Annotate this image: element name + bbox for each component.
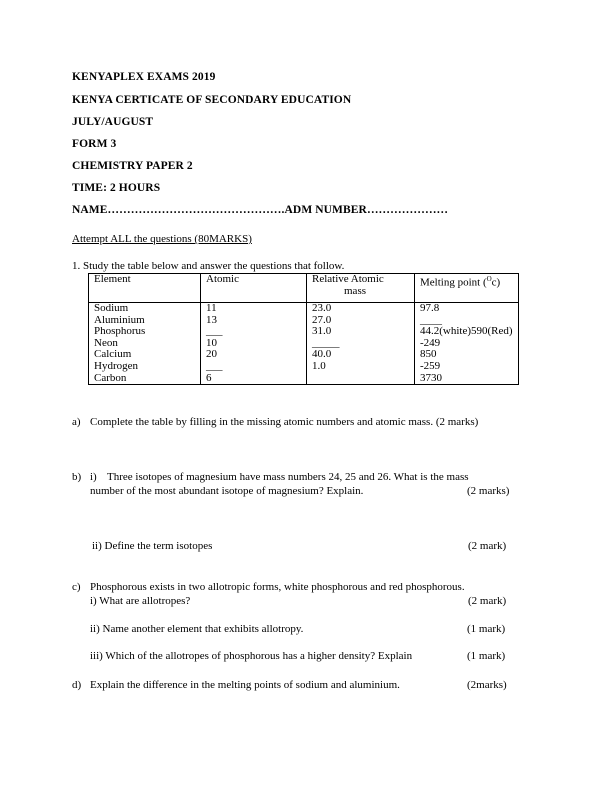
instructions: Attempt ALL the questions (80MARKS) [72,233,252,245]
atomic-number-blank: ___ [206,325,223,338]
part-c-i-text: i) What are allotropes? [90,595,191,607]
exam-period: JULY/AUGUST [72,116,154,128]
element-name: Aluminium [94,313,145,326]
form-level: FORM 3 [72,138,117,150]
melting-point: -259 [420,359,441,372]
header-melting-point [415,274,519,303]
atomic-number: 20 [206,348,217,361]
header-element: Element [89,274,201,303]
part-b-i-line2: number of the most abundant isotope of magnesium? Explain. [90,485,364,497]
melting-point: 97.8 [420,302,440,314]
element-name: Hydrogen [94,359,138,372]
part-d-text: Explain the difference in the melting points of sodium and aluminium. [90,679,400,691]
header-melting-text: Melting point ( [420,276,487,289]
element-name: Neon [94,336,118,349]
atomic-mass: 31.0 [312,325,332,338]
part-c-iii-text: iii) Which of the allotropes of phosphorous has a higher density? Explain [90,650,413,662]
name-adm-line: NAME……………………………………….ADM NUMBER………………… [72,204,449,216]
atomic-mass-cell [307,303,415,385]
atomic-mass: 23.0 [312,302,332,314]
melting-point: 850 [420,348,437,361]
exam-duration: TIME: 2 HOURS [72,182,161,194]
header-relative-line1: Relative Atomic [312,273,384,285]
degree-sup: O [486,275,492,283]
part-c-intro: Phosphorous exists in two allotropic forms, white phosphorous and red phosphorous. [90,581,465,593]
part-c-ii-marks: (1 mark) [467,623,506,635]
part-c-iii-marks: (1 mark) [467,650,506,662]
part-a-label: a) [72,416,81,428]
atomic-mass: 40.0 [312,348,332,361]
part-b-label: b) [72,471,82,483]
part-b-ii-text: ii) Define the term isotopes [92,540,213,552]
exam-body-title: KENYAPLEX EXAMS 2019 [72,71,216,83]
melting-points-cell [415,303,519,385]
header-melting-unit: c) [491,276,501,289]
part-d-marks: (2marks) [467,679,507,691]
melting-point-blank: ____ [420,313,442,326]
question-1-intro: 1. Study the table below and answer the questions that follow. [72,260,345,272]
certificate-title: KENYA CERTICATE OF SECONDARY EDUCATION [72,94,352,106]
elements-table [88,273,519,385]
part-b-i-marks: (2 marks) [467,485,510,497]
element-name: Phosphorus [94,325,146,338]
header-atomic: Atomic [201,274,307,303]
part-b-i-label: i) [90,471,97,483]
part-d-label: d) [72,679,82,691]
atomic-number: 10 [206,336,217,349]
part-b-ii-marks: (2 mark) [468,540,507,552]
header-relative-atomic-mass [307,274,415,303]
melting-point: -249 [420,336,441,349]
melting-point: 44.2(white)590(Red) [420,325,513,338]
atomic-number: 11 [206,302,217,314]
atomic-mass: 27.0 [312,313,332,326]
element-name: Carbon [94,371,127,384]
atomic-number: 13 [206,313,217,326]
part-c-ii-text: ii) Name another element that exhibits allotropy. [90,623,304,635]
part-b-i-line1: Three isotopes of magnesium have mass numbers 24, 25 and 26. What is the mass [107,471,469,483]
element-name: Sodium [94,302,129,314]
atomic-numbers-cell [201,303,307,385]
atomic-number: 6 [206,371,212,384]
table-body-row [89,303,519,385]
part-c-label: c) [72,581,81,593]
atomic-number-blank: ___ [206,359,223,372]
element-names-cell [89,303,201,385]
atomic-mass: 1.0 [312,359,326,372]
table-header-row [89,274,519,303]
atomic-mass-blank: _____ [312,336,340,349]
part-c-i-marks: (2 mark) [468,595,507,607]
paper-title: CHEMISTRY PAPER 2 [72,160,193,172]
part-a-text: Complete the table by filling in the missing atomic numbers and atomic mass. (2 marks) [90,416,479,428]
header-relative-line2: mass [344,284,366,297]
melting-point: 3730 [420,371,442,384]
element-name: Calcium [94,348,132,361]
